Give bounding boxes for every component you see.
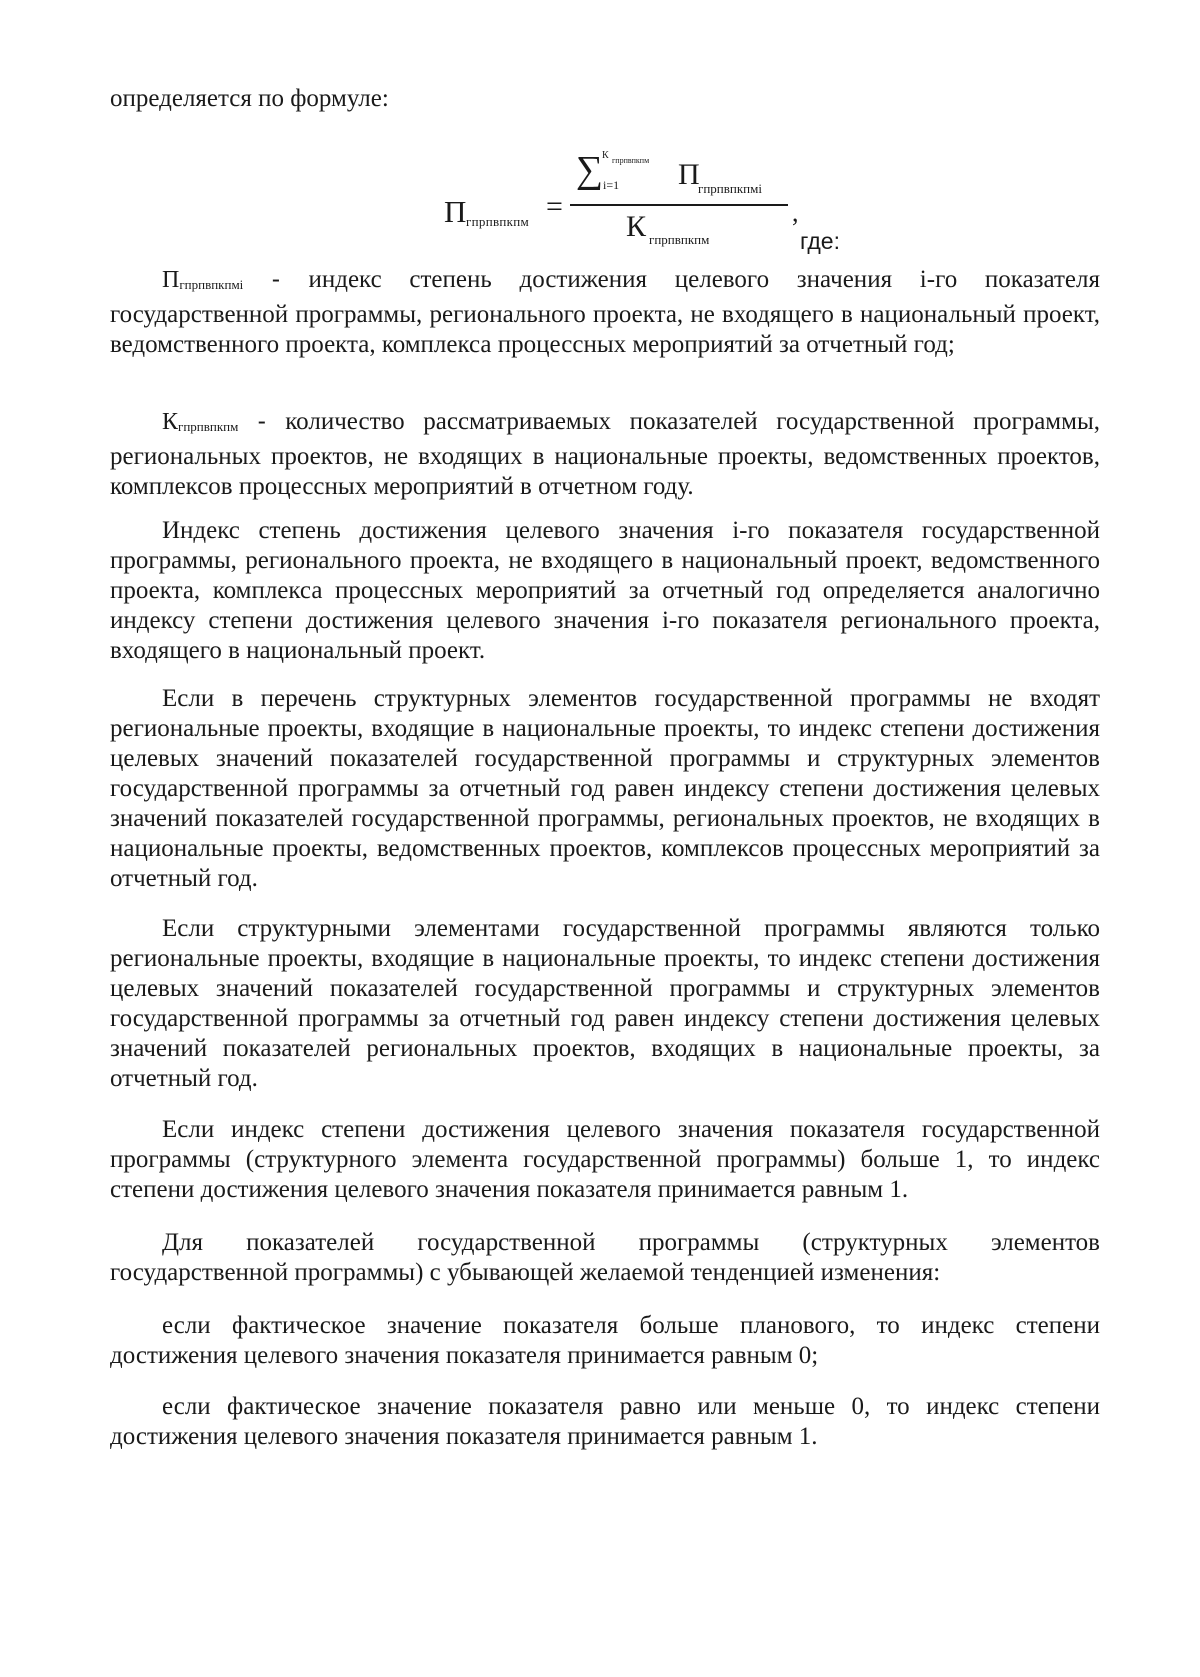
formula-denominator-symbol: К [626,210,647,243]
formula-lhs-symbol: П [444,194,467,229]
paragraph: Индекс степень достижения целевого значения i-го показателя государственной программы, регионального проекта, не входящего в национальный проект, ведомственного проекта, комплекса процессных мероприятий за отчетный год определяется аналогично индексу степени достижения целевого значения i-го показателя регионального проекта, входящего в национальный проект. [110,517,1100,664]
paragraph: Если индекс степени достижения целевого значения показателя государственной программы (структурного элемента государственной программы) больше 1, то индекс степени достижения целевого значения показателя принимается равным 1. [110,1116,1100,1203]
definition-k [110,406,1100,502]
sigma-icon: ∑ [576,149,604,191]
definition-k-text: количество рассматриваемых показателей государственной программы, региональных проектов, не входящих в национальные проекты, ведомственных проектов, комплексов процессных мероприятий в отчетном году. [110,408,1100,500]
definition-p [110,264,1100,360]
definition-k-subscript: гпрпвпкпм [178,419,239,434]
formula-sigma-upper-symbol: К [602,150,609,161]
paragraph: если фактическое значение показателя равно или меньше 0, то индекс степени достижения целевого значения показателя принимается равным 1. [110,1393,1100,1450]
definition-p-symbol: П [162,267,180,293]
definition-p-subscript: гпрпвпкпмi [179,277,244,292]
paragraph: Если в перечень структурных элементов государственной программы не входят региональные проекты, входящие в национальные проекты, то индекс степени достижения целевых значений показателей государственной программы и структурных элементов государственной программы за отчетный год равен индексу степени достижения целевых значений показателей государственной программы, региональных проектов, не входящих в национальные проекты, ведомственных проектов, комплексов процессных мероприятий за отчетный год. [110,685,1100,892]
paragraph: Для показателей государственной программы (структурных элементов государственной программы) с убывающей желаемой тенденцией изменения: [110,1229,1100,1286]
definition-k-separator: - [238,407,286,435]
formula-sigma-upper-subscript: гпрпвпкпм [612,156,650,165]
formula [0,150,1200,260]
definition-p-text: индекс степень достижения целевого значения i-го показателя государственной программы, регионального проекта, не входящего в национальный проект, ведомственного проекта, комплекса процессных мероприятий за отчетный год; [110,266,1100,358]
definition-k-symbol: К [162,409,179,435]
formula-lhs-subscript: гпрпвпкпм [466,214,530,229]
formula-numerator-subscript: гпрпвпкпмi [698,181,762,196]
paragraph: если фактическое значение показателя больше планового, то индекс степени достижения целевого значения показателя принимается равным 0; [110,1312,1100,1369]
formula-comma: , [792,198,799,227]
formula-equals: = [546,190,563,223]
formula-where-label: где: [800,228,840,254]
formula-numerator-symbol: П [678,158,700,191]
definition-p-separator: - [243,265,309,293]
paragraph: Если структурными элементами государственной программы являются только региональные проекты, входящие в национальные проекты, то индекс степени достижения целевых значений показателей государственной программы и структурных элементов государственной программы за отчетный год равен индексу степени достижения целевых значений показателей региональных проектов, входящих в национальные проекты, за отчетный год. [110,915,1100,1092]
formula-sigma-lower: i=1 [603,178,620,192]
fraction-bar [570,204,788,206]
intro-text: определяется по формуле: [110,85,389,112]
formula-denominator-subscript: гпрпвпкпм [649,232,710,247]
